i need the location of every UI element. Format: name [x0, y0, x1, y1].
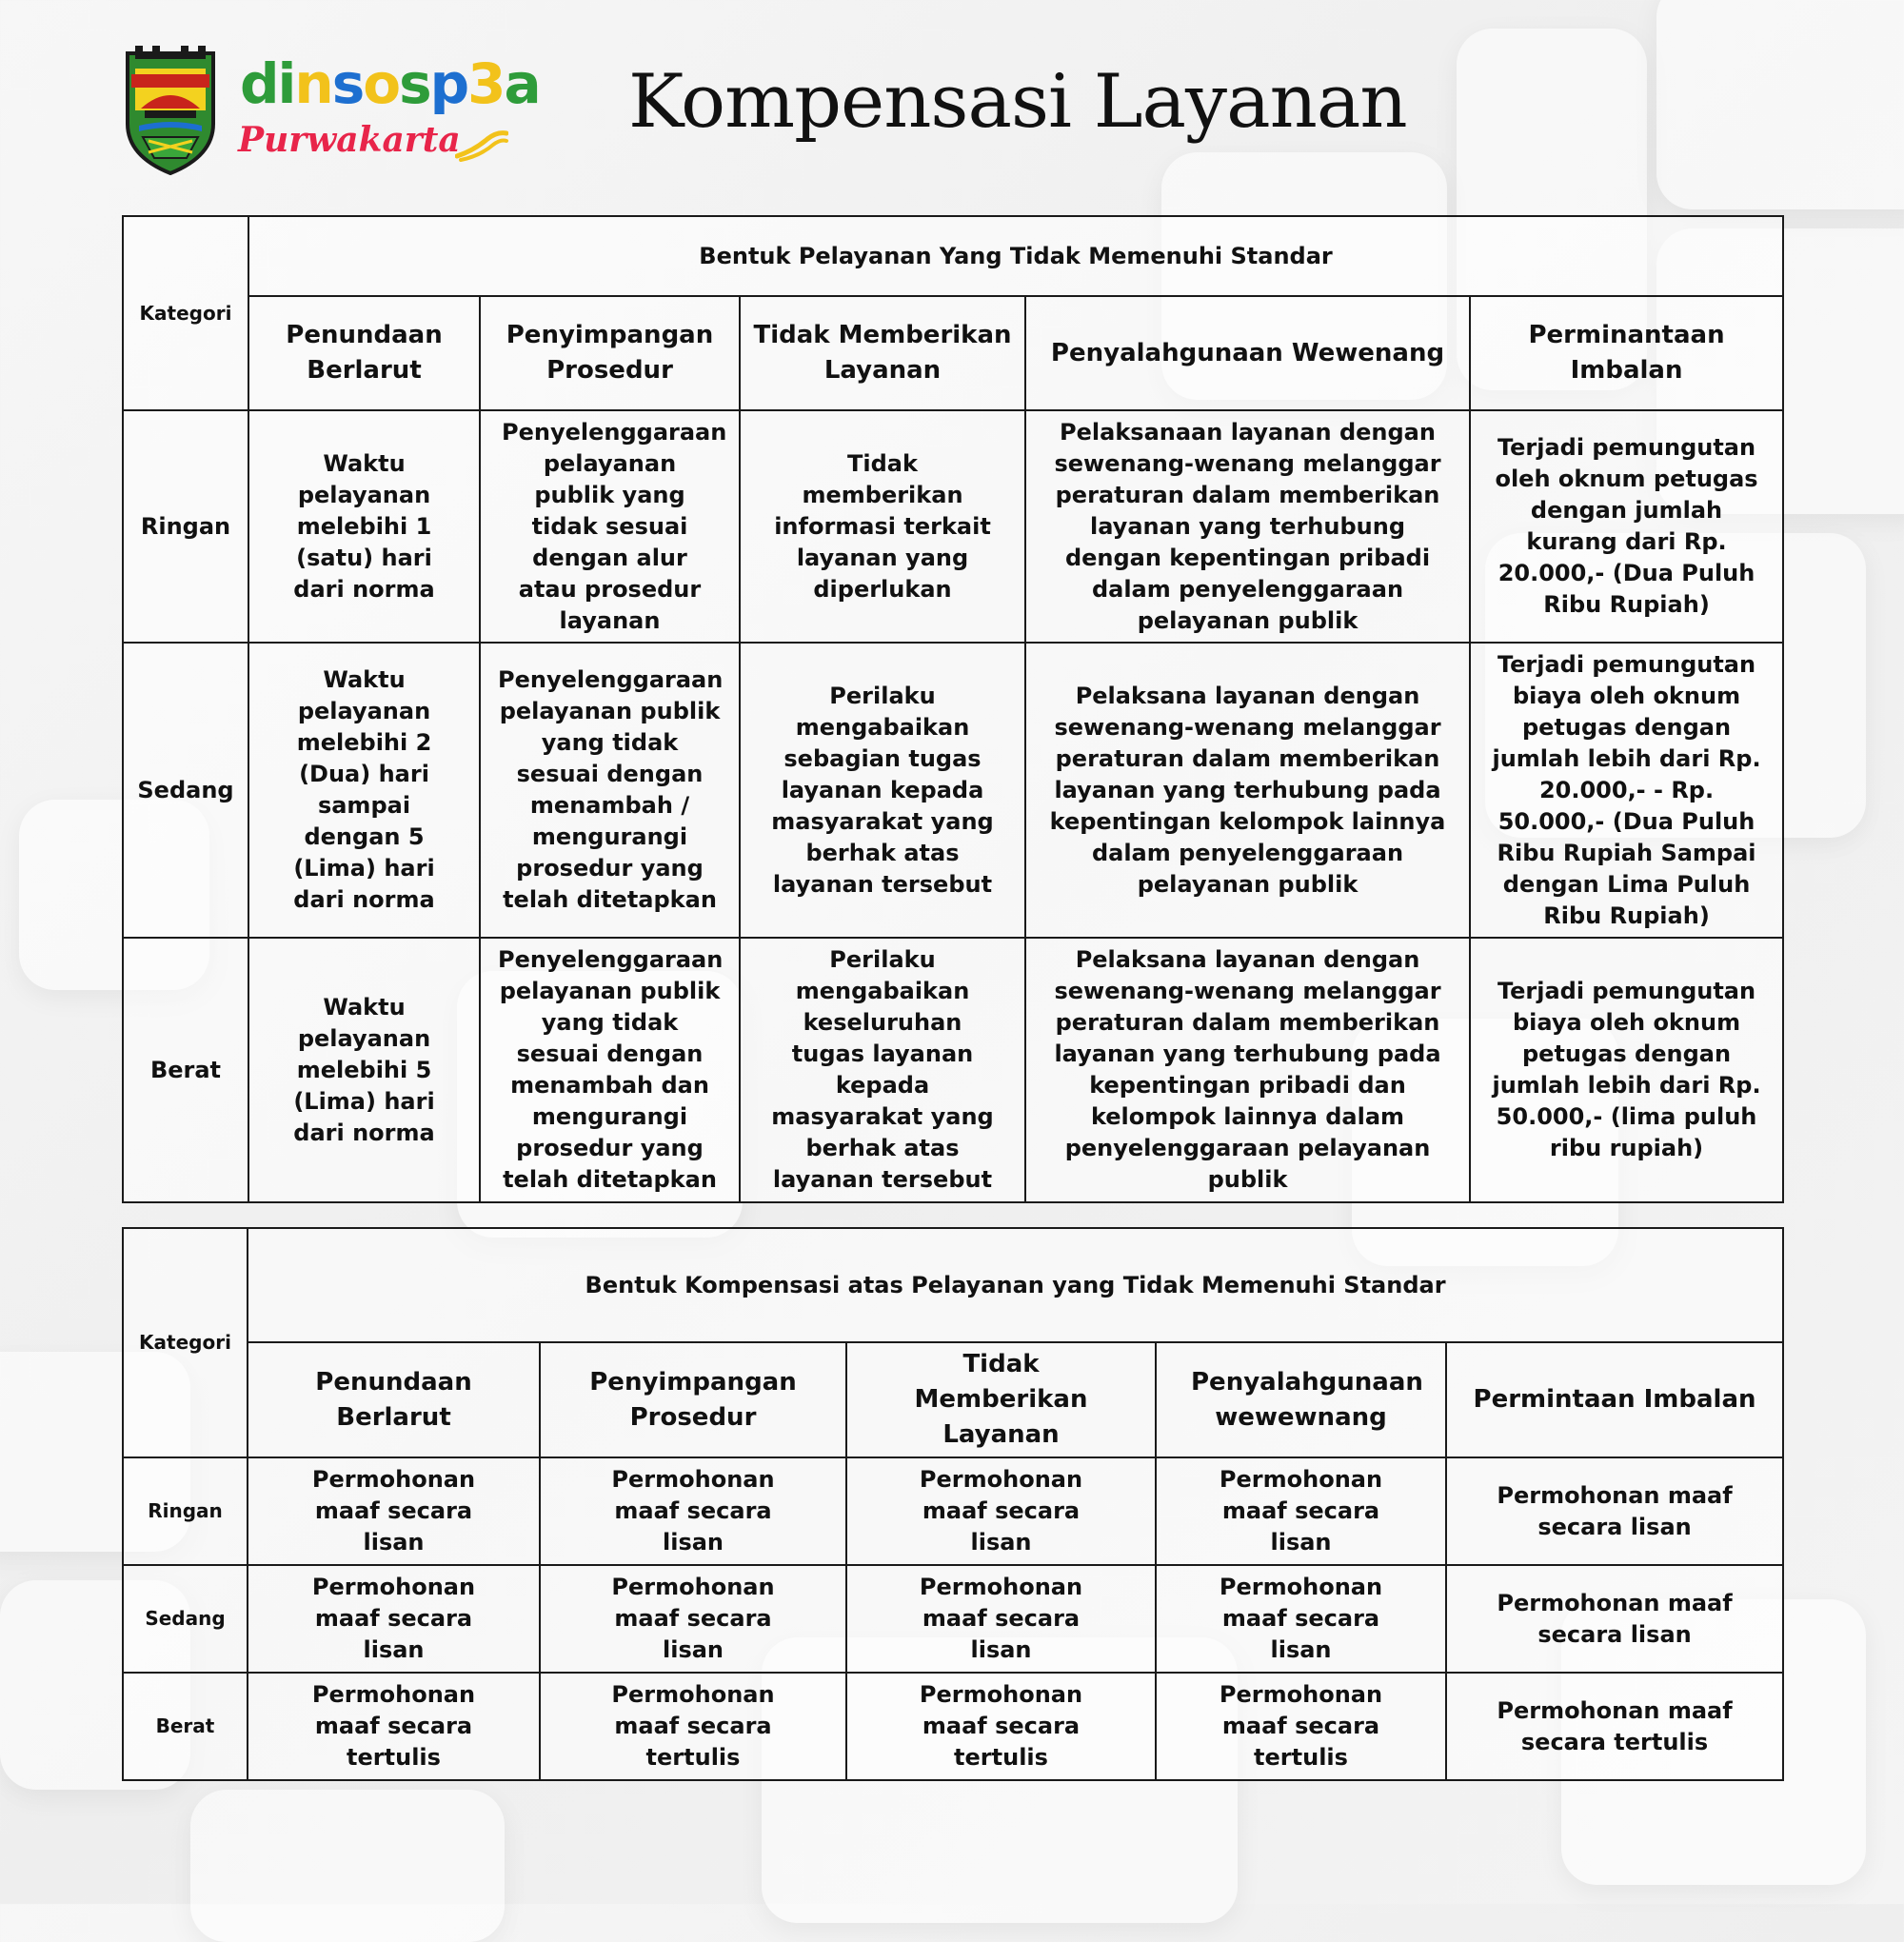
table-cell: Permohonan maaf secara tertulis: [1446, 1673, 1783, 1780]
table-cell: Penyelenggaraan pelayanan publik yang tidak sesuai dengan menambah / mengurangi prosedur yang telah ditetapkan: [480, 643, 740, 938]
table-cell: Permohonan maaf secara lisan: [846, 1565, 1156, 1673]
row-label: Berat: [123, 1673, 248, 1780]
row-label: Berat: [123, 938, 248, 1202]
table-cell: Permohonan maaf secara tertulis: [540, 1673, 846, 1780]
table-cell: Waktu pelayanan melebihi 5 (Lima) hari dari norma: [248, 938, 480, 1202]
dinsosp3a-logo: [234, 51, 540, 173]
table-cell: Permohonan maaf secara lisan: [540, 1565, 846, 1673]
brand-wordmark: dinsosp3a: [240, 51, 540, 116]
column-header: Penyimpangan Prosedur: [540, 1342, 846, 1457]
table-cell: Permohonan maaf secara lisan: [1156, 1565, 1446, 1673]
table-cell: Permohonan maaf secara lisan: [846, 1457, 1156, 1565]
compensation-table: [122, 1227, 1784, 1781]
table-cell: Terjadi pemungutan biaya oleh oknum petugas dengan jumlah lebih dari Rp. 20.000,- - Rp. 50.000,- (Dua Puluh Ribu Rupiah Sampai dengan Lima Puluh Ribu Rupiah): [1470, 643, 1783, 938]
row-label: Ringan: [123, 410, 248, 643]
table-row: [123, 643, 1783, 938]
table-cell: Permohonan maaf secara lisan: [1156, 1457, 1446, 1565]
column-header: Penyimpangan Prosedur: [480, 296, 740, 410]
table-cell: Penyelenggaraan pelayanan publik yang tidak sesuai dengan alur atau prosedur layanan: [480, 410, 740, 643]
regency-shield-logo: [120, 40, 221, 175]
column-header: Penyalahgunaan Wewenang: [1025, 296, 1470, 410]
table-cell: Perilaku mengabaikan sebagian tugas layanan kepada masyarakat yang berhak atas layanan tersebut: [740, 643, 1025, 938]
kategori-header: Kategori: [123, 216, 248, 410]
row-label: Sedang: [123, 643, 248, 938]
table-cell: Permohonan maaf secara lisan: [248, 1457, 540, 1565]
background-tile: [190, 1790, 505, 1942]
table-cell: Terjadi pemungutan oleh oknum petugas dengan jumlah kurang dari Rp. 20.000,- (Dua Puluh Ribu Rupiah): [1470, 410, 1783, 643]
table-cell: Permohonan maaf secara tertulis: [1156, 1673, 1446, 1780]
table-cell: Pelaksana layanan dengan sewenang-wenang melanggar peraturan dalam memberikan layanan yang terhubung pada kepentingan kelompok lainnya dalam penyelenggaraan pelayanan publik: [1025, 643, 1470, 938]
background-tile: [1656, 0, 1904, 209]
column-header: Penundaan Berlarut: [248, 296, 480, 410]
table-cell: Tidak memberikan informasi terkait layanan yang diperlukan: [740, 410, 1025, 643]
wave-icon: [455, 129, 508, 162]
column-header: Permintaan Imbalan: [1446, 1342, 1783, 1457]
table-cell: Permohonan maaf secara lisan: [1446, 1565, 1783, 1673]
group-header: Bentuk Pelayanan Yang Tidak Memenuhi Standar: [248, 216, 1783, 296]
table-row: [123, 410, 1783, 643]
table-row: [123, 938, 1783, 1202]
group-header: Bentuk Kompensasi atas Pelayanan yang Tidak Memenuhi Standar: [248, 1228, 1783, 1342]
table-cell: Terjadi pemungutan biaya oleh oknum petugas dengan jumlah lebih dari Rp. 50.000,- (lima puluh ribu rupiah): [1470, 938, 1783, 1202]
column-header: Perminantaan Imbalan: [1470, 296, 1783, 410]
kategori-header: Kategori: [123, 1228, 248, 1457]
table-cell: Penyelenggaraan pelayanan publik yang tidak sesuai dengan menambah dan mengurangi prosedur yang telah ditetapkan: [480, 938, 740, 1202]
table-row: [123, 1457, 1783, 1565]
row-label: Ringan: [123, 1457, 248, 1565]
table-row: [123, 1565, 1783, 1673]
column-header: Tidak Memberikan Layanan: [740, 296, 1025, 410]
table-cell: Permohonan maaf secara lisan: [540, 1457, 846, 1565]
table-cell: Perilaku mengabaikan keseluruhan tugas layanan kepada masyarakat yang berhak atas layanan tersebut: [740, 938, 1025, 1202]
table-cell: Pelaksanaan layanan dengan sewenang-wenang melanggar peraturan dalam memberikan layanan yang terhubung dengan kepentingan pribadi dalam penyelenggaraan pelayanan publik: [1025, 410, 1470, 643]
table-cell: Waktu pelayanan melebihi 1 (satu) hari dari norma: [248, 410, 480, 643]
page-title: Kompensasi Layanan: [628, 59, 1407, 145]
column-header: Tidak Memberikan Layanan: [846, 1342, 1156, 1457]
column-header: Penundaan Berlarut: [248, 1342, 540, 1457]
table-cell: Permohonan maaf secara lisan: [248, 1565, 540, 1673]
table-cell: Permohonan maaf secara tertulis: [846, 1673, 1156, 1780]
table-cell: Permohonan maaf secara tertulis: [248, 1673, 540, 1780]
table-cell: Permohonan maaf secara lisan: [1446, 1457, 1783, 1565]
column-header: Penyalahgunaan wewewnang: [1156, 1342, 1446, 1457]
table-row: [123, 1673, 1783, 1780]
brand-subtitle: Purwakarta: [238, 120, 461, 160]
table-cell: Waktu pelayanan melebihi 2 (Dua) hari sampai dengan 5 (Lima) hari dari norma: [248, 643, 480, 938]
service-violation-table: [122, 215, 1784, 1203]
row-label: Sedang: [123, 1565, 248, 1673]
table-cell: Pelaksana layanan dengan sewenang-wenang melanggar peraturan dalam memberikan layanan yang terhubung pada kepentingan pribadi dan kelompok lainnya dalam penyelenggaraan pelayanan publik: [1025, 938, 1470, 1202]
